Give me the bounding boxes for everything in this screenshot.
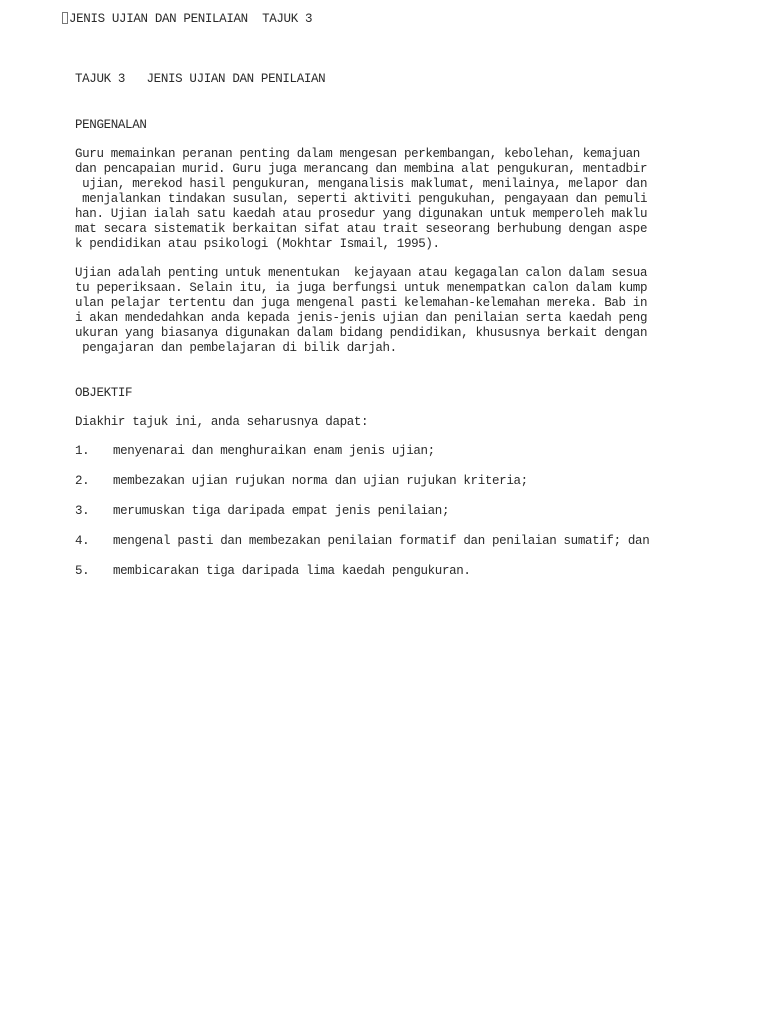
paragraph-line: ulan pelajar tertentu dan juga mengenal pasti kelemahan-kelemahan mereka. Bab in bbox=[75, 296, 648, 310]
paragraph-line: i akan mendedahkan anda kepada jenis-jenis ujian dan penilaian serta kaedah peng bbox=[75, 311, 648, 325]
list-item-text: membezakan ujian rujukan norma dan ujian rujukan kriteria; bbox=[113, 474, 528, 488]
chapter-title: TAJUK 3 JENIS UJIAN DAN PENILAIAN bbox=[75, 72, 326, 86]
paragraph-line: k pendidikan atau psikologi (Mokhtar Ismail, 1995). bbox=[75, 237, 440, 251]
list-item-text: merumuskan tiga daripada empat jenis penilaian; bbox=[113, 504, 450, 518]
paragraph-line: mat secara sistematik berkaitan sifat atau trait seseorang berhubung dengan aspe bbox=[75, 222, 648, 236]
list-item bbox=[75, 444, 435, 459]
list-item bbox=[75, 534, 649, 549]
list-item-number: 4. bbox=[75, 534, 90, 548]
paragraph-line: pengajaran dan pembelajaran di bilik darjah. bbox=[75, 341, 397, 355]
running-header-text: JENIS UJIAN DAN PENILAIAN TAJUK 3 bbox=[69, 12, 313, 26]
paragraph-line: ukuran yang biasanya digunakan dalam bidang pendidikan, khususnya berkait dengan bbox=[75, 326, 648, 340]
list-item bbox=[75, 504, 449, 519]
list-item-text: membicarakan tiga daripada lima kaedah pengukuran. bbox=[113, 564, 471, 578]
missing-glyph-icon bbox=[62, 12, 68, 24]
section-heading-pengenalan: PENGENALAN bbox=[75, 118, 147, 132]
paragraph-line: menjalankan tindakan susulan, seperti aktiviti pengukuhan, pengayaan dan pemuli bbox=[75, 192, 648, 206]
paragraph-line: dan pencapaian murid. Guru juga merancang dan membina alat pengukuran, mentadbir bbox=[75, 162, 648, 176]
paragraph-line: ujian, merekod hasil pengukuran, menganalisis maklumat, menilainya, melapor dan bbox=[75, 177, 648, 191]
paragraph-line: tu peperiksaan. Selain itu, ia juga berfungsi untuk menempatkan calon dalam kump bbox=[75, 281, 648, 295]
section-heading-objektif: OBJEKTIF bbox=[75, 386, 133, 400]
list-item bbox=[75, 474, 528, 489]
paragraph-line: han. Ujian ialah satu kaedah atau prosedur yang digunakan untuk memperoleh maklu bbox=[75, 207, 648, 221]
running-header bbox=[62, 12, 312, 27]
paragraph-line: Guru memainkan peranan penting dalam mengesan perkembangan, kebolehan, kemajuan bbox=[75, 147, 640, 161]
list-item-number: 5. bbox=[75, 564, 90, 578]
objective-intro: Diakhir tajuk ini, anda seharusnya dapat: bbox=[75, 415, 369, 429]
list-item-text: mengenal pasti dan membezakan penilaian formatif dan penilaian sumatif; dan bbox=[113, 534, 650, 548]
list-item-number: 2. bbox=[75, 474, 90, 488]
list-item-number: 1. bbox=[75, 444, 90, 458]
list-item-number: 3. bbox=[75, 504, 90, 518]
paragraph-line: Ujian adalah penting untuk menentukan kejayaan atau kegagalan calon dalam sesua bbox=[75, 266, 648, 280]
list-item bbox=[75, 564, 471, 579]
list-item-text: menyenarai dan menghuraikan enam jenis ujian; bbox=[113, 444, 435, 458]
